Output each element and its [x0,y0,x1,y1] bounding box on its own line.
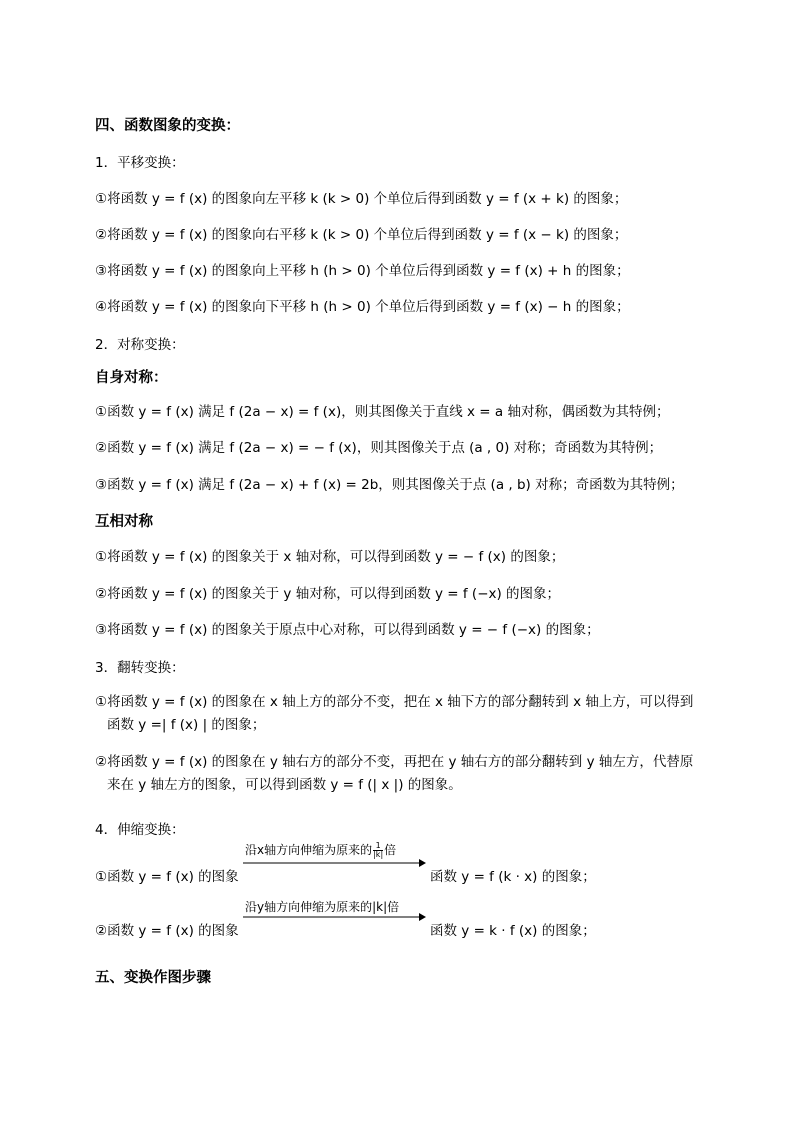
self-symmetry-title: 自身对称： [95,370,168,386]
scaling-row-1-label-prefix: 沿x轴方向伸缩为原来的 [245,843,373,857]
flip-item-1-line-1: ①将函数 y = f (x) 的图象在 x 轴上方的部分不变，把在 x 轴下方的部分翻转到 x 轴上方，可以得到 [95,694,694,710]
translation-item-2: ②将函数 y = f (x) 的图象向右平移 k (k > 0) 个单位后得到函数 y = f (x − k) 的图象； [95,227,628,243]
translation-item-1: ①将函数 y = f (x) 的图象向左平移 k (k > 0) 个单位后得到函数 y = f (x + k) 的图象； [95,191,628,207]
mutual-symmetry-item-3: ③将函数 y = f (x) 的图象关于原点中心对称，可以得到函数 y = − f (−x) 的图象； [95,622,600,638]
flip-item-1-line-2: 函数 y =| f (x) | 的图象； [107,717,266,733]
section-4-title: 四、函数图象的变换： [95,118,240,134]
translation-title: 1．平移变换： [95,155,185,171]
section-5-title: 五、变换作图步骤 [95,970,211,986]
scaling-row-2-arrow-icon [243,909,426,925]
scaling-row-2-right: 函数 y = k · f (x) 的图象； [430,923,596,939]
mutual-symmetry-title: 互相对称 [95,514,153,530]
scaling-row-1-left: ①函数 y = f (x) 的图象 [95,869,239,885]
scaling-row-1-fraction-denominator: |k| [373,850,384,859]
symmetry-title: 2．对称变换： [95,337,185,353]
scaling-row-2-arrow-label: 沿y轴方向伸缩为原来的|k|倍 [245,900,400,914]
mutual-symmetry-item-2: ②将函数 y = f (x) 的图象关于 y 轴对称，可以得到函数 y = f (−x) 的图象； [95,586,561,602]
flip-item-2-line-1: ②将函数 y = f (x) 的图象在 y 轴右方的部分不变，再把在 y 轴右方的部分翻转到 y 轴左方，代替原 [95,754,694,770]
self-symmetry-item-3: ③函数 y = f (x) 满足 f (2a − x) + f (x) = 2b，则其图像关于点 (a , b) 对称；奇函数为其特例； [95,477,684,493]
flip-title: 3．翻转变换： [95,660,185,676]
self-symmetry-item-1: ①函数 y = f (x) 满足 f (2a − x) = f (x)，则其图像关于直线 x = a 轴对称，偶函数为其特例； [95,404,670,420]
mutual-symmetry-item-1: ①将函数 y = f (x) 的图象关于 x 轴对称，可以得到函数 y = − f (x) 的图象； [95,549,565,565]
scaling-row-1-label-suffix: 倍 [384,843,397,857]
scaling-row-1-arrow-icon [243,855,426,871]
translation-item-3: ③将函数 y = f (x) 的图象向上平移 h (h > 0) 个单位后得到函数 y = f (x) + h 的图象； [95,263,630,279]
scaling-row-1-fraction-numerator: 1 [373,842,383,851]
self-symmetry-item-2: ②函数 y = f (x) 满足 f (2a − x) = − f (x)，则其图像关于点 (a , 0) 对称；奇函数为其特例； [95,440,663,456]
flip-item-2-line-2: 来在 y 轴左方的图象，可以得到函数 y = f (| x |) 的图象。 [107,777,462,793]
scaling-row-1-right: 函数 y = f (k · x) 的图象； [430,869,596,885]
scaling-row-2-left: ②函数 y = f (x) 的图象 [95,923,239,939]
translation-item-4: ④将函数 y = f (x) 的图象向下平移 h (h > 0) 个单位后得到函数 y = f (x) − h 的图象； [95,299,630,315]
scaling-title: 4．伸缩变换： [95,822,185,838]
